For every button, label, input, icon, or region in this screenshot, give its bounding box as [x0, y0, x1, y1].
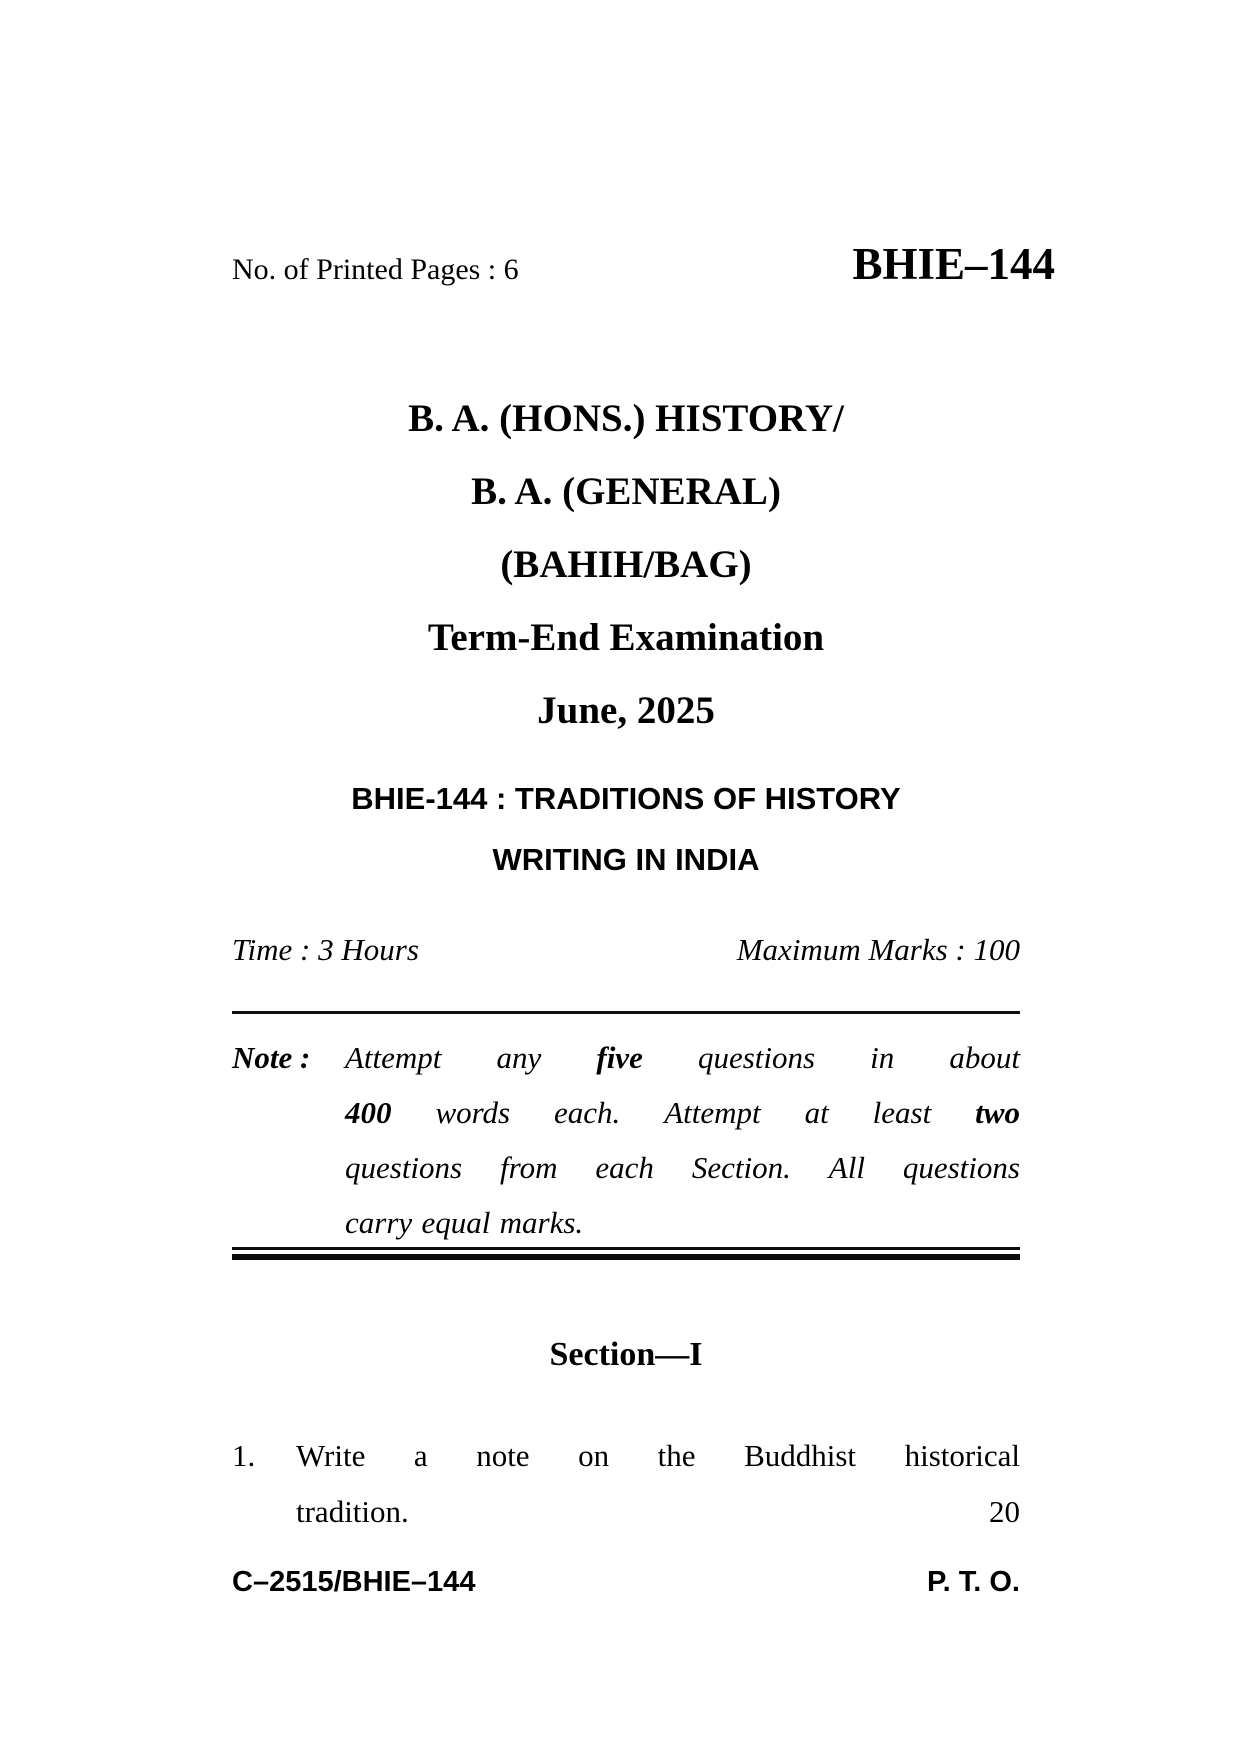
- word: questions: [345, 1150, 463, 1185]
- question-number: 1.: [232, 1438, 256, 1473]
- word: All: [828, 1150, 865, 1185]
- question-item: [232, 1428, 1020, 1540]
- maximum-marks-label: Maximum Marks : 100: [736, 932, 1020, 967]
- word: on: [578, 1438, 610, 1473]
- question-line: [296, 1428, 1020, 1484]
- note-line: [345, 1195, 1020, 1250]
- course-title-line-1: BHIE-144 : TRADITIONS OF HISTORY: [351, 781, 901, 816]
- word: 400: [345, 1095, 392, 1130]
- title-line-programme-codes: (BAHIH/BAG): [500, 543, 752, 586]
- word: marks.: [499, 1205, 584, 1240]
- note-block: [232, 1030, 1020, 1250]
- word: Section.: [691, 1150, 791, 1185]
- word: in: [870, 1040, 895, 1075]
- word: note: [476, 1438, 530, 1473]
- page-footer: [232, 1566, 1020, 1599]
- note-label: Note :: [232, 1040, 311, 1075]
- word: Buddhist: [744, 1438, 857, 1473]
- footer-paper-code: C–2515/BHIE–144: [232, 1566, 476, 1598]
- time-allowed-label: Time : 3 Hours: [232, 932, 419, 967]
- word: questions: [697, 1040, 816, 1075]
- printed-pages-label: No. of Printed Pages : 6: [232, 253, 519, 286]
- word: any: [496, 1040, 542, 1075]
- word: each: [595, 1150, 654, 1185]
- question-marks: 20: [989, 1494, 1020, 1529]
- course-title: [232, 768, 1020, 890]
- title-line-exam-name: Term-End Examination: [427, 616, 825, 659]
- word: carry: [345, 1205, 413, 1240]
- note-content: [345, 1030, 1020, 1250]
- word: Write: [296, 1438, 366, 1473]
- word: equal: [421, 1205, 491, 1240]
- question-line-text: tradition.: [296, 1494, 409, 1529]
- footer-pto-label: P. T. O.: [927, 1566, 1020, 1598]
- word: a: [413, 1438, 428, 1473]
- word: Attempt: [664, 1095, 761, 1130]
- horizontal-rule: [232, 1011, 1020, 1014]
- word: questions: [902, 1150, 1020, 1185]
- word: the: [657, 1438, 696, 1473]
- title-line-degree-hons: B. A. (HONS.) HISTORY/: [408, 397, 844, 440]
- title-block: [232, 382, 1020, 747]
- double-rule-divider: [232, 1247, 1020, 1260]
- page-header: [232, 238, 1055, 290]
- word: each.: [554, 1095, 621, 1130]
- word: words: [435, 1095, 511, 1130]
- word: about: [949, 1040, 1020, 1075]
- word: two: [975, 1095, 1020, 1130]
- course-title-line-2: WRITING IN INDIA: [492, 842, 760, 877]
- question-line: [296, 1484, 1020, 1540]
- word: at: [804, 1095, 829, 1130]
- paper-code: BHIE–144: [852, 239, 1055, 289]
- exam-meta-row: [232, 932, 1020, 968]
- note-line: [345, 1030, 1020, 1085]
- question-body: [296, 1428, 1020, 1540]
- note-line: [345, 1085, 1020, 1140]
- word: from: [500, 1150, 558, 1185]
- title-line-degree-general: B. A. (GENERAL): [471, 470, 781, 513]
- word: historical: [904, 1438, 1020, 1473]
- word: five: [596, 1040, 643, 1075]
- word: Attempt: [345, 1040, 442, 1075]
- title-line-exam-date: June, 2025: [537, 689, 715, 732]
- word: least: [872, 1095, 932, 1130]
- note-line: [345, 1140, 1020, 1195]
- section-heading: Section—I: [549, 1336, 703, 1373]
